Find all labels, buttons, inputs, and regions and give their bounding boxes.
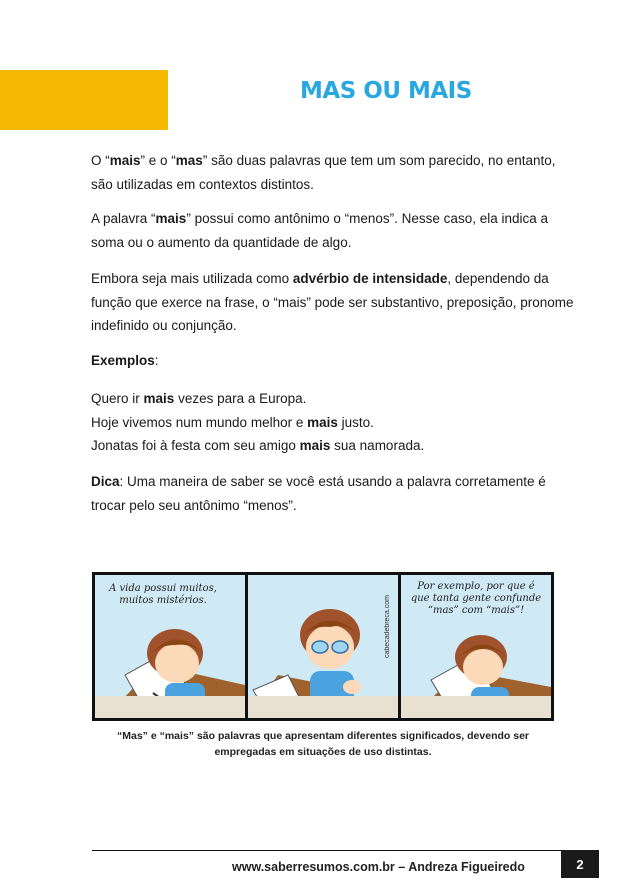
paragraph-2: A palavra “mais” possui como antônimo o “menos”. Nesse caso, ela indica a soma ou o aumento da quantidade de algo.	[91, 211, 549, 250]
comic-panel-1	[95, 575, 245, 718]
comic-strip	[92, 572, 554, 721]
example-item: Hoje vivemos num mundo melhor e mais justo.	[91, 414, 374, 430]
footer-divider	[92, 850, 562, 851]
speech-bubble-3: Por exemplo, por que é que tanta gente confunde “mas” com “mais”!	[410, 581, 542, 616]
page-number: 2	[561, 850, 599, 878]
page-title: MAS OU MAIS	[300, 78, 472, 104]
example-item: Jonatas foi à festa com seu amigo mais sua namorada.	[91, 438, 425, 453]
comic-credit: cabecadebreca.com	[384, 595, 391, 659]
comic-caption: “Mas” e “mais” são palavras que apresentam diferentes significados, devendo ser empregadas em situações de uso distintas.	[117, 730, 529, 758]
examples-heading: Exemplos:	[91, 353, 159, 368]
example-item: Quero ir mais vezes para a Europa.	[91, 391, 307, 406]
footer-source: www.saberresumos.com.br – Andreza Figueiredo	[232, 860, 525, 874]
comic-panel-2	[248, 575, 398, 718]
paragraph-1: O “mais” e o “mas” são duas palavras que tem um som parecido, no entanto, são utilizadas em contextos distintos.	[91, 153, 556, 192]
examples-list	[91, 387, 556, 458]
comic-panel-3	[401, 575, 551, 718]
tip-paragraph: Dica: Uma maneira de saber se você está usando a palavra corretamente é trocar pelo seu antônimo “menos”.	[91, 474, 546, 513]
speech-bubble-1: A vida possui muitos, muitos mistérios.	[109, 583, 217, 606]
paragraph-3: Embora seja mais utilizada como advérbio de intensidade, dependendo da função que exerce na frase, o “mais” pode ser substantivo, preposição, pronome indefinido ou conjunção.	[91, 271, 574, 333]
header-accent-bar	[0, 70, 168, 130]
